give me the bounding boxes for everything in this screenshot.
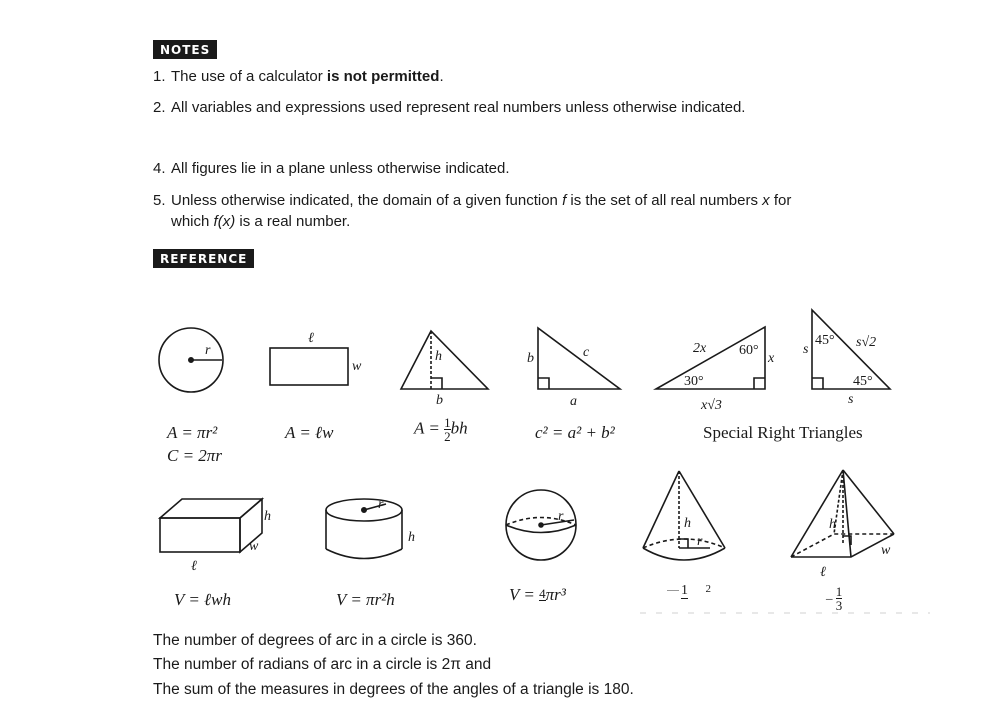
notes-badge: NOTES [153, 40, 217, 59]
sphere-volume-rhs: πr³ [545, 585, 566, 604]
note-text: which [171, 213, 214, 230]
note-number: 1. [153, 68, 166, 85]
sphere-volume-formula [509, 585, 566, 605]
note-number: 4. [153, 160, 166, 177]
right-triangle-b-label: b [527, 351, 534, 366]
note-var-fx: f(x) [213, 213, 236, 230]
pyramid-figure [791, 470, 894, 580]
cylinder-height-label: h [408, 530, 415, 545]
fraction-denominator: 3 [835, 598, 843, 613]
sphere-volume-lhs: V = [509, 585, 535, 604]
rect-length-label: ℓ [308, 331, 314, 346]
note-emphasis: is not permitted [326, 68, 440, 85]
rect-width-label: w [352, 359, 362, 374]
right-triangle-a-label: a [570, 394, 577, 409]
box-volume-formula: V = ℓwh [174, 590, 231, 609]
fraction-denominator: 2 [444, 429, 451, 444]
note-number: 5. [153, 192, 166, 209]
circle-figure [159, 328, 223, 392]
right-triangle-c-label: c [583, 345, 590, 360]
sp2-hyp-label: s√2 [856, 335, 877, 350]
special-triangles-caption: Special Right Triangles [703, 423, 863, 442]
sphere-fraction-numerator: 4 [539, 586, 546, 601]
rectangle-figure [270, 331, 362, 385]
cone-volume-fragment [667, 583, 711, 599]
fraction-numerator: 1 [444, 415, 451, 430]
circle-radius-label: r [205, 343, 211, 358]
note-text: for [769, 192, 792, 209]
note-number: 2. [153, 99, 166, 116]
note-var-x: x [762, 192, 770, 209]
circle-area-formula: A = πr² [167, 423, 218, 442]
sp2-45a-label: 45° [815, 333, 835, 348]
sp1-base-label: x√3 [701, 398, 722, 413]
note-text: Unless otherwise indicated, the domain of a given function [171, 192, 563, 209]
note-text: is the set of all real numbers [566, 192, 763, 209]
sp1-60-label: 60° [739, 343, 759, 358]
cone-radius-label: r [697, 534, 703, 549]
triangle-figure [401, 331, 488, 408]
fragment-dash: – [826, 590, 833, 606]
note-text: The use of a calculator [171, 68, 327, 85]
pythagorean-formula: c² = a² + b² [535, 423, 615, 442]
sp2-s-label: s [803, 342, 809, 357]
pyramid-height-label: h [829, 517, 836, 532]
cylinder-radius-label: r [378, 497, 384, 512]
right-triangle-figure [527, 328, 620, 409]
sp1-x-label: x [768, 351, 775, 366]
rectangle-area-formula: A = ℓw [285, 423, 334, 442]
box-figure [160, 499, 271, 574]
note-text: is a real number. [235, 213, 351, 230]
note-text: All variables and expressions used represent real numbers unless otherwise indicated. [171, 99, 746, 116]
cylinder-volume-formula: V = πr²h [336, 590, 395, 609]
sp2-base-label: s [848, 392, 854, 407]
sphere-radius-label: r [558, 509, 564, 524]
note-text-end: . [439, 68, 444, 85]
special-triangle-30-60-90 [656, 327, 775, 413]
sp1-30-label: 30° [684, 374, 704, 389]
circle-circumference-formula: C = 2πr [167, 446, 222, 465]
sphere-figure [506, 490, 576, 560]
sp1-hyp-label: 2x [693, 341, 707, 356]
cone-exponent: 2 [705, 583, 711, 595]
special-triangle-45-45-90 [803, 310, 890, 407]
note-text: All figures lie in a plane unless otherwise indicated. [171, 160, 510, 177]
triangle-height-label: h [435, 349, 442, 364]
fragment-bar [667, 590, 679, 591]
cone-height-label: h [684, 516, 691, 531]
sp2-45b-label: 45° [853, 374, 873, 389]
triangle-area-lhs: A = [414, 418, 440, 438]
box-length-label: ℓ [191, 559, 197, 574]
fraction-numerator: 1 [835, 584, 843, 599]
pyramid-fraction [836, 585, 843, 612]
pyramid-width-label: w [881, 543, 891, 558]
fact-triangle-sum: The sum of the measures in degrees of the angles of a triangle is 180. [153, 681, 634, 698]
cone-fraction-numerator: 1 [681, 583, 688, 598]
fact-radians: The number of radians of arc in a circle is 2π and [153, 656, 492, 673]
triangle-area-rhs: bh [450, 418, 468, 438]
cone-figure [643, 471, 725, 560]
triangle-area-formula [414, 416, 468, 443]
cylinder-figure [326, 497, 415, 559]
box-width-label: w [249, 539, 259, 554]
pyramid-volume-fragment [826, 585, 842, 612]
fact-degrees: The number of degrees of arc in a circle is 360. [153, 632, 477, 649]
reference-badge: REFERENCE [153, 249, 254, 268]
pyramid-length-label: ℓ [820, 565, 826, 580]
note-var-f: f [562, 192, 567, 209]
box-height-label: h [264, 509, 271, 524]
triangle-base-label: b [436, 393, 443, 408]
